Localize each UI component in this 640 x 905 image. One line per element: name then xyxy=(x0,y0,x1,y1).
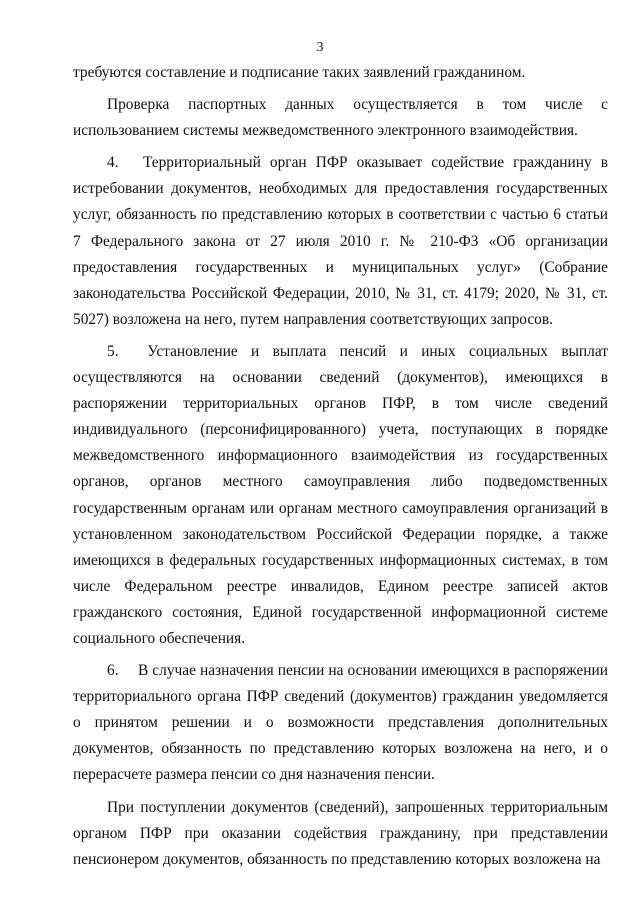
page-number: 3 xyxy=(316,40,324,55)
paragraph-item-6: 6. В случае назначения пенсии на основании имеющихся в распоряжении территориального органа ПФР сведений (документов) гражданин уведомляется о принятом решении и о возможности представления дополнительных документов, обязанность по представлению которых возложена на него, и о перерасчете размера пенсии со дня назначения пенсии. xyxy=(73,662,608,784)
paragraph-continuation: требуются составление и подписание таких заявлений гражданином. xyxy=(73,64,526,81)
paragraph-documents-receipt: При поступлении документов (сведений), запрошенных территориальным органом ПФР при оказании содействия гражданину, при представлении пенсионером документов, обязанность по представлению которых возложена на xyxy=(73,798,608,868)
paragraph-item-5: 5. Установление и выплата пенсий и иных социальных выплат осуществляются на основании сведений (документов), имеющихся в распоряжении территориальных органов ПФР, в том числе сведений индивидуального (персонифицированного) учета, поступающих в порядке межведомственного информационного взаимодействия из государственных органов, органов местного самоуправления либо подведомственных государственным органам или органам местного самоуправления организаций в установленном законодательством Российской Федерации порядке, а также имеющихся в федеральных государственных информационных системах, в том числе Федеральном реестре инвалидов, Едином реестре записей актов гражданского состояния, Единой государственной информационной системе социального обеспечения. xyxy=(73,342,608,647)
paragraph-item-4: 4. Территориальный орган ПФР оказывает содействие гражданину в истребовании документов, необходимых для предоставления государственных услуг, обязанность по представлению которых в соответствии с частью 6 статьи 7 Федерального закона от 27 июля 2010 г. № 210-ФЗ «Об организации предоставления государственных и муниципальных услуг» (Собрание законодательства Российской Федерации, 2010, № 31, ст. 4179; 2020, № 31, ст. 5027) возложена на него, путем направления соответствующих запросов. xyxy=(73,154,608,328)
document-body xyxy=(73,60,608,873)
paragraph-passport-check: Проверка паспортных данных осуществляется в том числе с использованием системы межведомственного электронного взаимодействия. xyxy=(73,96,608,140)
